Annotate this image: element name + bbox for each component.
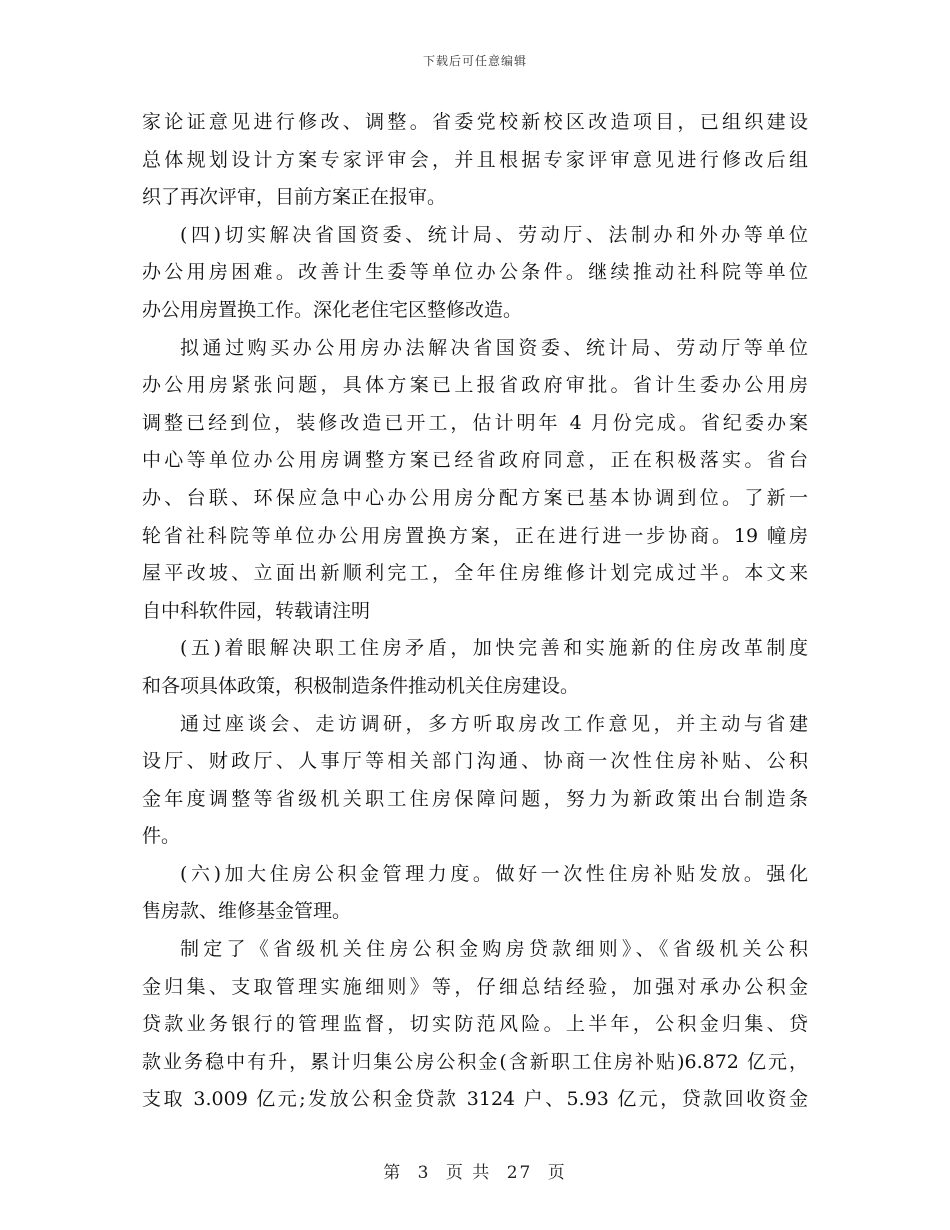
footer-suffix: 页 [547, 1163, 567, 1183]
text-line: 家论证意见进行修改、调整。省委党校新校区改造项目，已组织建设 [142, 111, 808, 133]
text-line: 总体规划设计方案专家评审会，并且根据专家评审意见进行修改后组 [142, 148, 808, 171]
text-line: 自中科软件园，转载请注明 [142, 599, 371, 622]
text-line: 和各项具体政策，积极制造条件推动机关住房建设。 [142, 674, 580, 697]
footer-total-pages: 27 [506, 1163, 533, 1183]
text-line: 办、台联、环保应急中心办公用房分配方案已基本协调到位。了新一 [142, 486, 808, 509]
page-footer [0, 1158, 950, 1183]
text-line: 设厅、财政厅、人事厅等相关部门沟通、协商一次性住房补贴、公积 [142, 750, 808, 773]
text-line: (四)切实解决省国资委、统计局、劳动厅、法制办和外办等单位 [180, 223, 808, 246]
text-line: 办公用房置换工作。深化老住宅区整修改造。 [142, 298, 523, 321]
page-header-note: 下载后可任意编辑 [422, 54, 527, 68]
footer-prefix: 第 [383, 1163, 403, 1183]
text-line: 织了再次评审，目前方案正在报审。 [142, 186, 447, 209]
footer-middle: 页 共 [445, 1163, 492, 1183]
text-line: 通过座谈会、走访调研，多方听取房改工作意见，并主动与省建 [180, 712, 808, 735]
text-line: 款业务稳中有升，累计归集公房公积金(含新职工住房补贴)6.872 亿元， [142, 1050, 808, 1073]
text-line: 金年度调整等省级机关职工住房保障问题，努力为新政策出台制造条 [142, 787, 808, 810]
text-line: 调整已经到位，装修改造已开工，估计明年 4 月份完成。省纪委办案 [142, 411, 808, 434]
footer-current-page: 3 [417, 1163, 431, 1183]
text-line: 办公用房紧张问题，具体方案已上报省政府审批。省计生委办公用房 [142, 374, 808, 397]
text-line: 轮省社科院等单位办公用房置换方案，正在进行进一步协商。19 幢房 [142, 524, 808, 547]
text-line: 贷款业务银行的管理监督，切实防范风险。上半年，公积金归集、贷 [142, 1013, 808, 1036]
text-line: 制定了《省级机关住房公积金购房贷款细则》、《省级机关公积 [180, 938, 808, 961]
document-body [142, 104, 808, 1119]
text-line: 金归集、支取管理实施细则》等，仔细总结经验，加强对承办公积金 [142, 975, 808, 998]
text-line: 拟通过购买办公用房办法解决省国资委、统计局、劳动厅等单位 [180, 336, 808, 359]
text-line: 支取 3.009 亿元;发放公积金贷款 3124 户、5.93 亿元，贷款回收资金 [142, 1088, 808, 1111]
text-line: 件。 [142, 825, 181, 848]
text-line: 屋平改坡、立面出新顺利完工，全年住房维修计划完成过半。本文来 [142, 562, 808, 585]
text-line: (五)着眼解决职工住房矛盾，加快完善和实施新的住房改革制度 [180, 637, 808, 660]
text-line: 售房款、维修基金管理。 [142, 900, 352, 923]
text-line: (六)加大住房公积金管理力度。做好一次性住房补贴发放。强化 [180, 862, 808, 885]
text-line: 办公用房困难。改善计生委等单位办公条件。继续推动社科院等单位 [142, 261, 808, 284]
text-line: 中心等单位办公用房调整方案已经省政府同意，正在积极落实。省台 [142, 449, 808, 472]
